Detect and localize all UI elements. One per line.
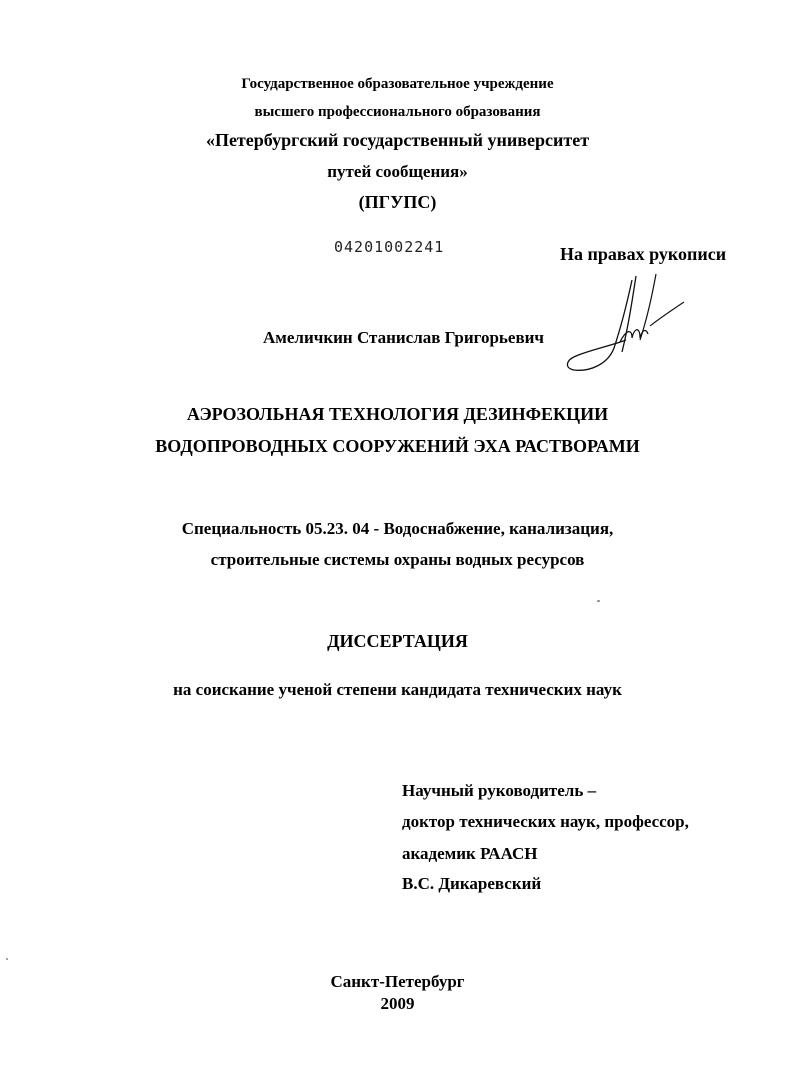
header-line-1: Государственное образовательное учреждение	[241, 76, 554, 92]
specialty-line-2: строительные системы охраны водных ресурсов	[210, 550, 585, 569]
supervisor-name: В.С. Дикаревский	[402, 874, 542, 893]
year: 2009	[380, 994, 415, 1013]
degree-line: на соискание ученой степени кандидата технических наук	[173, 680, 622, 699]
document-number: 04201002241	[334, 238, 445, 256]
title-line-2: ВОДОПРОВОДНЫХ СООРУЖЕНИЙ ЭХА РАСТВОРАМИ	[155, 436, 640, 456]
university-name-line-2: путей сообщения»	[327, 162, 468, 181]
header-line-2: высшего профессионального образования	[254, 104, 541, 120]
author-name: Амеличкин Станислав Григорьевич	[263, 328, 545, 347]
scan-speck	[6, 958, 8, 960]
city: Санкт-Петербург	[330, 972, 465, 991]
scan-speck	[597, 600, 600, 602]
university-abbreviation: (ПГУПС)	[358, 192, 437, 212]
university-name-line-1: «Петербургский государственный университет	[205, 130, 590, 150]
supervisor-line-1: Научный руководитель –	[402, 781, 597, 800]
document-type: ДИССЕРТАЦИЯ	[327, 631, 468, 651]
supervisor-line-2: доктор технических наук, профессор,	[402, 812, 689, 831]
supervisor-line-3: академик РААСН	[402, 844, 538, 863]
rights-note: На правах рукописи	[560, 244, 727, 264]
specialty-line-1: Специальность 05.23. 04 - Водоснабжение, канализация,	[181, 519, 614, 538]
handwritten-signature	[560, 268, 700, 388]
title-line-1: АЭРОЗОЛЬНАЯ ТЕХНОЛОГИЯ ДЕЗИНФЕКЦИИ	[186, 404, 609, 424]
